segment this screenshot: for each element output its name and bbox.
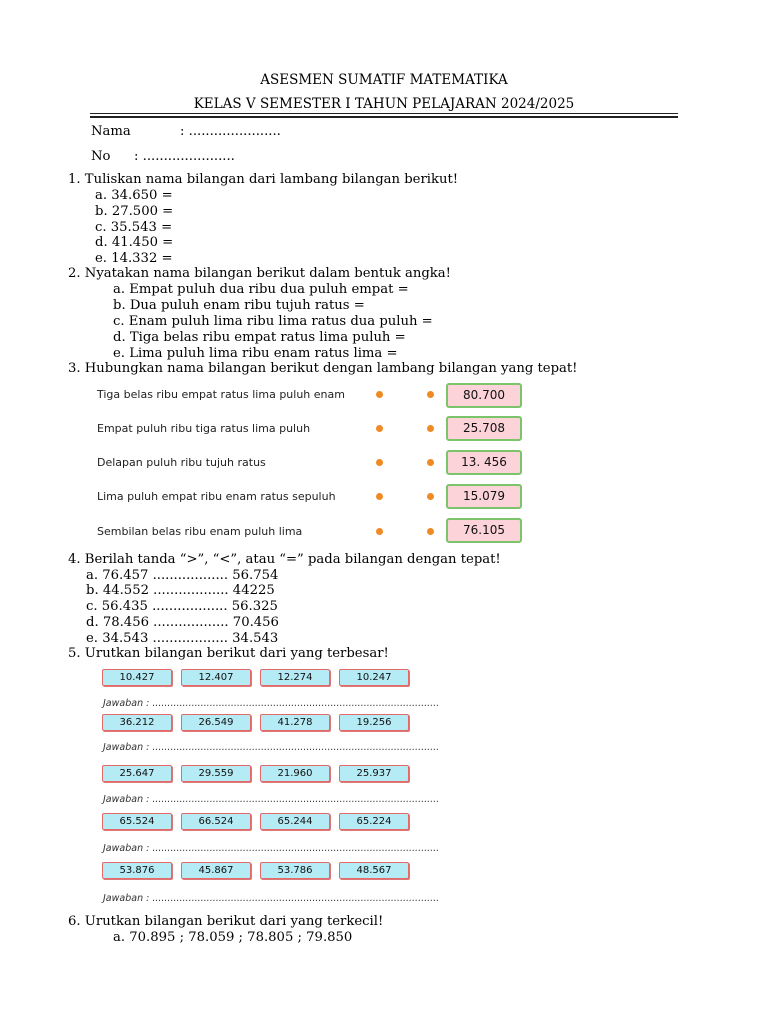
q4-item-b: b. 44.552 .................. 44225: [86, 583, 275, 598]
q3-box-2: 25.708: [446, 416, 522, 441]
q1-item-d: d. 41.450 =: [95, 235, 174, 250]
q3-box-4: 15.079: [446, 484, 522, 509]
q1-item-c: c. 35.543 =: [95, 220, 173, 235]
no-label: No: [91, 149, 111, 164]
q5-r4-answer[interactable]: Jawaban : ...............................................................................................: [103, 843, 440, 854]
q5-r4-box-1: 65.524: [102, 813, 172, 830]
q5-r1-box-3: 12.274: [260, 669, 330, 686]
name-field[interactable]: : ......................: [180, 124, 281, 139]
q5-r2-answer[interactable]: Jawaban : ...............................................................................................: [103, 742, 440, 753]
q3-left-dot-1[interactable]: [376, 391, 383, 398]
q5-r4-box-2: 66.524: [181, 813, 251, 830]
q3-left-dot-5[interactable]: [376, 528, 383, 535]
q2-item-e: e. Lima puluh lima ribu enam ratus lima =: [113, 346, 398, 361]
title-line-1: ASESMEN SUMATIF MATEMATIKA: [260, 72, 508, 88]
q5-r4-box-4: 65.224: [339, 813, 409, 830]
q3-left-2: Empat puluh ribu tiga ratus lima puluh: [97, 422, 311, 435]
q5-r3-box-3: 21.960: [260, 765, 330, 782]
q5-r2-box-2: 26.549: [181, 714, 251, 731]
q5-r1-box-2: 12.407: [181, 669, 251, 686]
q4-item-a: a. 76.457 .................. 56.754: [86, 568, 279, 583]
header-rule-bottom: [90, 116, 678, 118]
q3-box-3: 13. 456: [446, 450, 522, 475]
q1-item-a: a. 34.650 =: [95, 188, 173, 203]
q3-left-3: Delapan puluh ribu tujuh ratus: [97, 456, 266, 469]
question-5: 5. Urutkan bilangan berikut dari yang terbesar!: [68, 646, 389, 661]
no-field[interactable]: : ......................: [134, 149, 235, 164]
q3-left-dot-2[interactable]: [376, 425, 383, 432]
q5-r5-box-4: 48.567: [339, 862, 409, 879]
q3-right-dot-1[interactable]: [427, 391, 434, 398]
question-4: 4. Berilah tanda “>”, “<”, atau “=” pada bilangan dengan tepat!: [68, 552, 501, 567]
q5-r1-box-4: 10.247: [339, 669, 409, 686]
q4-item-c: c. 56.435 .................. 56.325: [86, 599, 278, 614]
name-label: Nama: [91, 124, 131, 139]
q3-right-dot-3[interactable]: [427, 459, 434, 466]
q4-item-d: d. 78.456 .................. 70.456: [86, 615, 279, 630]
q5-r1-box-1: 10.427: [102, 669, 172, 686]
q1-item-e: e. 14.332 =: [95, 251, 173, 266]
q3-left-5: Sembilan belas ribu enam puluh lima: [97, 525, 303, 538]
q3-right-dot-5[interactable]: [427, 528, 434, 535]
q5-r5-box-1: 53.876: [102, 862, 172, 879]
q5-r2-box-3: 41.278: [260, 714, 330, 731]
q3-left-dot-4[interactable]: [376, 493, 383, 500]
q3-box-1: 80.700: [446, 383, 522, 408]
q3-box-5: 76.105: [446, 518, 522, 543]
q2-item-d: d. Tiga belas ribu empat ratus lima puluh =: [113, 330, 406, 345]
question-1: 1. Tuliskan nama bilangan dari lambang bilangan berikut!: [68, 172, 459, 187]
q5-r2-box-4: 19.256: [339, 714, 409, 731]
q4-item-e: e. 34.543 .................. 34.543: [86, 631, 279, 646]
q5-r3-box-2: 29.559: [181, 765, 251, 782]
q3-right-dot-2[interactable]: [427, 425, 434, 432]
q1-item-b: b. 27.500 =: [95, 204, 174, 219]
q2-item-c: c. Enam puluh lima ribu lima ratus dua puluh =: [113, 314, 433, 329]
title-line-2: KELAS V SEMESTER I TAHUN PELAJARAN 2024/2025: [193, 96, 575, 112]
question-6: 6. Urutkan bilangan berikut dari yang terkecil!: [68, 914, 384, 929]
q3-left-1: Tiga belas ribu empat ratus lima puluh enam: [97, 388, 345, 401]
header-rule-top: [90, 113, 678, 114]
q5-r4-box-3: 65.244: [260, 813, 330, 830]
q6-item-a: a. 70.895 ; 78.059 ; 78.805 ; 79.850: [113, 930, 353, 945]
q3-left-4: Lima puluh empat ribu enam ratus sepuluh: [97, 490, 336, 503]
q5-r2-box-1: 36.212: [102, 714, 172, 731]
q5-r3-answer[interactable]: Jawaban : ...............................................................................................: [103, 794, 440, 805]
q5-r5-box-3: 53.786: [260, 862, 330, 879]
q5-r1-answer[interactable]: Jawaban : ...............................................................................................: [103, 698, 440, 709]
q2-item-a: a. Empat puluh dua ribu dua puluh empat =: [113, 282, 409, 297]
question-2: 2. Nyatakan nama bilangan berikut dalam bentuk angka!: [68, 266, 451, 281]
q2-item-b: b. Dua puluh enam ribu tujuh ratus =: [113, 298, 365, 313]
q5-r3-box-1: 25.647: [102, 765, 172, 782]
q5-r5-answer[interactable]: Jawaban : ...............................................................................................: [103, 893, 440, 904]
question-3: 3. Hubungkan nama bilangan berikut dengan lambang bilangan yang tepat!: [68, 361, 578, 376]
q3-left-dot-3[interactable]: [376, 459, 383, 466]
q3-right-dot-4[interactable]: [427, 493, 434, 500]
q5-r3-box-4: 25.937: [339, 765, 409, 782]
q5-r5-box-2: 45.867: [181, 862, 251, 879]
